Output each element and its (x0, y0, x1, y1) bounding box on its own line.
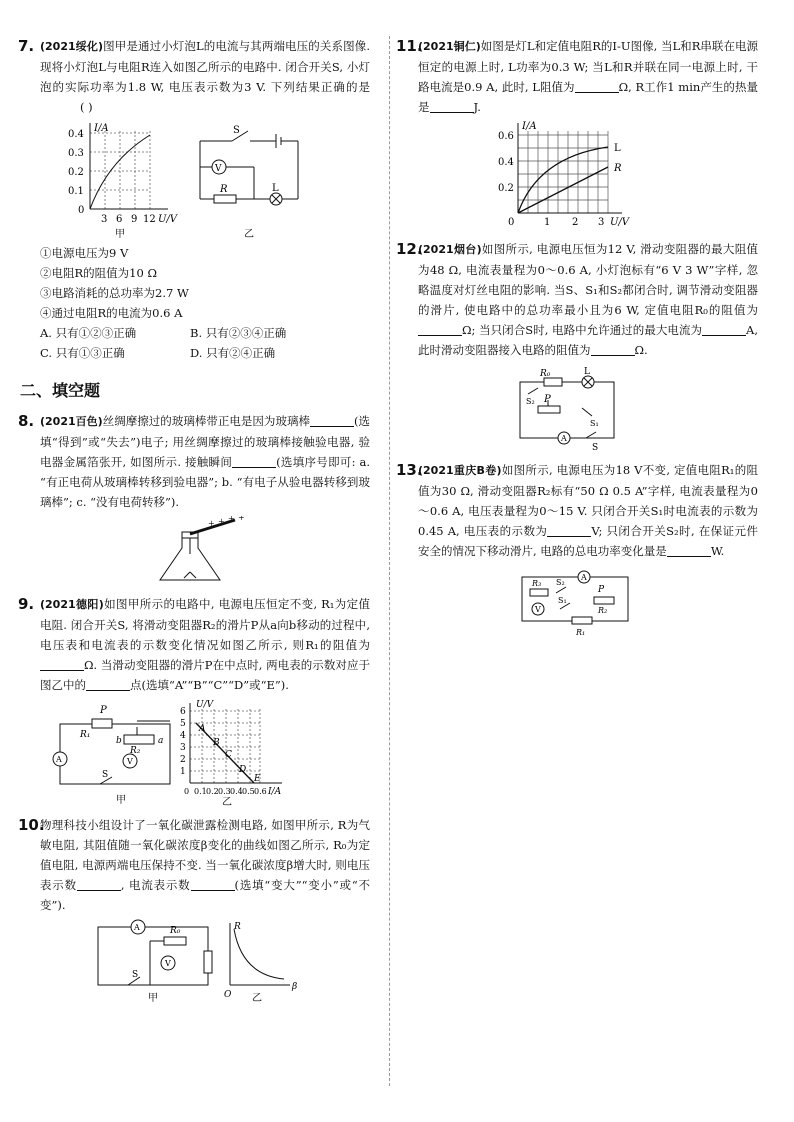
svg-text:S: S (102, 770, 109, 780)
answer-blank[interactable] (547, 523, 591, 537)
question-number: 8. (18, 412, 35, 430)
svg-text:1: 1 (544, 217, 551, 228)
svg-text:O: O (224, 990, 232, 1000)
svg-text:L: L (272, 183, 279, 194)
svg-text:a: a (158, 736, 164, 746)
svg-text:R: R (220, 184, 228, 195)
svg-text:3: 3 (598, 217, 605, 228)
right-column (398, 36, 758, 643)
svg-text:U/V: U/V (158, 214, 178, 225)
left-column (20, 36, 370, 1011)
answer-blank[interactable] (40, 657, 84, 671)
svg-text:甲: 甲 (115, 229, 125, 240)
svg-text:I/A: I/A (522, 121, 537, 132)
svg-text:+: + (208, 519, 215, 528)
answer-blank[interactable] (191, 877, 235, 891)
svg-text:0.4: 0.4 (68, 129, 84, 140)
svg-text:P: P (100, 705, 107, 716)
svg-text:I/A: I/A (94, 123, 109, 134)
question-7 (20, 36, 370, 363)
svg-text:A: A (56, 755, 62, 764)
svg-text:甲: 甲 (148, 993, 158, 1004)
svg-text:A: A (561, 434, 567, 443)
svg-text:R: R (234, 922, 241, 932)
svg-text:乙: 乙 (222, 797, 232, 808)
question-number: 7. (18, 37, 35, 55)
q9-figures (20, 699, 360, 809)
svg-text:0: 0 (184, 787, 190, 796)
question-number: 9. (18, 595, 35, 613)
svg-text:R₁: R₁ (80, 730, 91, 740)
svg-text:S: S (592, 443, 599, 453)
svg-text:3: 3 (101, 214, 108, 225)
answer-blank[interactable] (591, 342, 635, 356)
svg-text:A: A (199, 724, 206, 734)
svg-text:U/V: U/V (610, 217, 630, 228)
svg-text:U/V: U/V (196, 700, 214, 710)
svg-text:0: 0 (508, 217, 515, 228)
svg-text:P: P (544, 394, 551, 405)
answer-paren: ( ) (80, 100, 93, 114)
svg-text:C: C (225, 750, 232, 760)
statement-4: ④通过电阻R的电流为0.6 A (40, 306, 183, 320)
question-10: 10. 物理科技小组设计了一氧化碳泄露检测电路, 如图甲所示, R为气敏电阻, 其阻值随一氧化碳浓度β变化的曲线如图乙所示, R₀为定值电阻, 电源两端电压保持不变. 当一氧化碳浓度β增大时, 则电压表示数 , 电流表示数 (选填“变大”“变小”或“不变”). A R₀ V S 甲 R β O 乙 (18, 816, 371, 1004)
svg-text:R₀: R₀ (540, 369, 551, 379)
question-number: 10. (18, 816, 45, 834)
question-number: 11. (396, 37, 423, 55)
svg-text:2: 2 (180, 755, 186, 765)
svg-text:R₂: R₂ (130, 746, 141, 756)
svg-text:R: R (614, 163, 622, 174)
statement-2: ②电阻R的阻值为10 Ω (40, 266, 157, 280)
answer-blank[interactable] (418, 322, 462, 336)
svg-text:S: S (233, 125, 240, 136)
q12-circuit (398, 364, 738, 454)
question-number: 13. (396, 461, 423, 479)
svg-text:B: B (213, 738, 220, 748)
q13-circuit (398, 565, 738, 637)
q9-ui-graph (180, 700, 282, 808)
svg-text:P: P (598, 585, 605, 595)
svg-text:L: L (584, 367, 590, 377)
svg-text:0: 0 (78, 205, 85, 216)
svg-text:V: V (535, 605, 541, 614)
svg-text:4: 4 (180, 731, 186, 741)
answer-blank[interactable] (702, 322, 746, 336)
q7-iu-graph (68, 123, 179, 240)
svg-text:R₂: R₂ (598, 606, 608, 615)
section-title: 二、填空题 (20, 381, 101, 400)
svg-text:2: 2 (572, 217, 579, 228)
svg-text:R₃: R₃ (532, 579, 542, 588)
svg-text:R₀: R₀ (170, 926, 181, 936)
svg-text:乙: 乙 (244, 229, 254, 240)
svg-text:6: 6 (180, 707, 186, 717)
svg-text:V: V (127, 757, 133, 766)
svg-text:E: E (254, 774, 261, 784)
svg-text:L: L (614, 143, 621, 154)
svg-text:0.1: 0.1 (194, 787, 207, 796)
svg-text:A: A (134, 923, 140, 932)
svg-text:V: V (215, 164, 222, 174)
svg-text:0.3: 0.3 (68, 148, 84, 159)
svg-text:A: A (581, 573, 587, 582)
svg-text:0.6: 0.6 (254, 787, 267, 796)
statement-3: ③电路消耗的总功率为2.7 W (40, 286, 189, 300)
svg-text:1: 1 (180, 767, 186, 777)
answer-blank[interactable] (86, 677, 130, 691)
q11-iu-graph (398, 121, 738, 233)
svg-text:R₁: R₁ (576, 628, 586, 637)
answer-blank[interactable] (310, 413, 354, 427)
answer-blank[interactable] (667, 543, 711, 557)
svg-text:S₁: S₁ (558, 596, 567, 605)
question-12: 12. (2021烟台)如图所示, 电源电压恒为12 V, 滑动变阻器的最大阻值为48 Ω, 电流表量程为0～0.6 A, 小灯泡标有“6 V 3 W”字样, 忽略温度对灯丝电阻的影响. 当S、S₁和S₂都闭合时, 调节滑动变阻器的滑片, 使电路中的总功率最小且为6 W, 定值电阻R₀的阻值为Ω; 当只闭合S时, 电路中允许通过的最大电流为 A, 此时滑动变阻器接入电路的阻值为 Ω. R₀ L S₂ P S₁ A S (396, 240, 758, 453)
answer-blank[interactable] (430, 99, 474, 113)
question-8: 8. (2021百色)丝绸摩擦过的玻璃棒带正电是因为玻璃棒 (选填“得到”或“失去”)电子; 用丝绸摩擦过的玻璃棒接触验电器, 验电器金属箔张开, 如图所示. 接触瞬间 (选填序号即可: a. “有正电荷从玻璃棒转移到验电器”; b. “有电子从验电器转移到玻璃棒”; c. “没有电荷转移”). + + + + (20, 411, 370, 588)
svg-text:0.1: 0.1 (68, 186, 84, 197)
answer-blank[interactable] (77, 877, 121, 891)
svg-text:3: 3 (180, 743, 186, 753)
svg-text:S₂: S₂ (526, 397, 535, 406)
q10-figures (20, 919, 350, 1005)
svg-text:12: 12 (143, 214, 156, 225)
question-11: 11. (2021铜仁)如图是灯L和定值电阻R的I-U图像, 当L和R串联在电源恒定的电源上时, L功率为0.3 W; 当L和R并联在同一电源上时, 干路电流是0.9 A, 此时, L阻值为 Ω, R工作1 min产生的热量是 J. I/A 0.6 0.4 0.2 0 1 2 3 U/V L R (398, 36, 758, 233)
electroscope-figure (20, 516, 350, 588)
svg-text:0.2: 0.2 (206, 787, 219, 796)
option-d[interactable]: D. 只有②④正确 (190, 346, 276, 360)
option-b[interactable]: B. 只有②③④正确 (190, 326, 287, 340)
q9-circuit (53, 719, 170, 784)
option-c[interactable]: C. 只有①③正确 (40, 346, 125, 360)
statement-1: ①电源电压为9 V (40, 246, 129, 260)
svg-text:乙: 乙 (252, 993, 262, 1004)
column-divider (389, 36, 390, 1086)
svg-text:0.5: 0.5 (242, 787, 255, 796)
option-a[interactable]: A. 只有①②③正确 (40, 326, 137, 340)
question-source: (2021绥化) (40, 40, 104, 53)
question-text: 图甲是通过小灯泡L的电流与其两端电压的关系图像. 现将小灯泡L与电阻R连入如图乙所示的电路中. 闭合开关S, 小灯泡的实际功率为1.8 W, 电压表示数为3 V. 下列结果正确的是 (40, 39, 370, 94)
svg-text:5: 5 (180, 719, 186, 729)
svg-text:6: 6 (116, 214, 123, 225)
svg-text:0.6: 0.6 (498, 131, 514, 142)
svg-text:0.2: 0.2 (68, 167, 84, 178)
answer-blank[interactable] (575, 79, 619, 93)
svg-text:S₂: S₂ (556, 578, 565, 587)
svg-text:β: β (292, 982, 298, 992)
question-9: 9. (2021德阳)如图甲所示的电路中, 电源电压恒定不变, R₁为定值电阻. 闭合开关S, 将滑动变阻器R₂的滑片P从a向b移动的过程中, 电压表和电流表的示数变化情况如图乙所示, 则R₁的阻值为Ω. 当滑动变阻器的滑片P在中点时, 两电表的示数对应于图乙中的 点(选填“A”“B”“C”“D”或“E”). P R₁ b R₂ a A V S 甲 U/V 6 5 4 3 2 1 0 0.1 0.2 0.3 0.4 0.5 0.6 I/A A B C D E 乙 (18, 595, 371, 808)
svg-text:I/A: I/A (268, 787, 282, 797)
svg-text:0.4: 0.4 (498, 157, 514, 168)
svg-text:V: V (165, 959, 171, 968)
svg-text:0.2: 0.2 (498, 183, 514, 194)
svg-text:S₁: S₁ (590, 419, 599, 428)
answer-blank[interactable] (232, 454, 276, 468)
answer-options (20, 323, 370, 363)
svg-text:+: + (218, 517, 225, 526)
svg-text:+: + (238, 516, 245, 522)
svg-text:b: b (116, 736, 122, 746)
svg-text:+: + (228, 516, 235, 523)
svg-text:0.4: 0.4 (230, 787, 243, 796)
question-number: 12. (396, 240, 423, 258)
q7-figures (20, 121, 350, 241)
svg-text:9: 9 (131, 214, 138, 225)
svg-text:S: S (132, 970, 139, 980)
question-13: 13. (2021重庆B卷)如图所示, 电源电压为18 V不变, 定值电阻R₁的阻值为30 Ω, 滑动变阻器R₂标有“50 Ω 0.5 A”字样, 电流表量程为0～0.6 A, 电压表量程为0～15 V. 只闭合开关S₁时电流表的示数为0.45 A, 电压表的示数为 V; 只闭合开关S₂时, 在保证元件安全的情况下移动滑片, 电路的总电功率变化量是 W. A R₃ S₂ P V S₁ R₂ R₁ (396, 461, 758, 637)
svg-text:甲: 甲 (116, 795, 126, 806)
svg-text:D: D (239, 765, 247, 775)
svg-text:0.3: 0.3 (218, 787, 231, 796)
